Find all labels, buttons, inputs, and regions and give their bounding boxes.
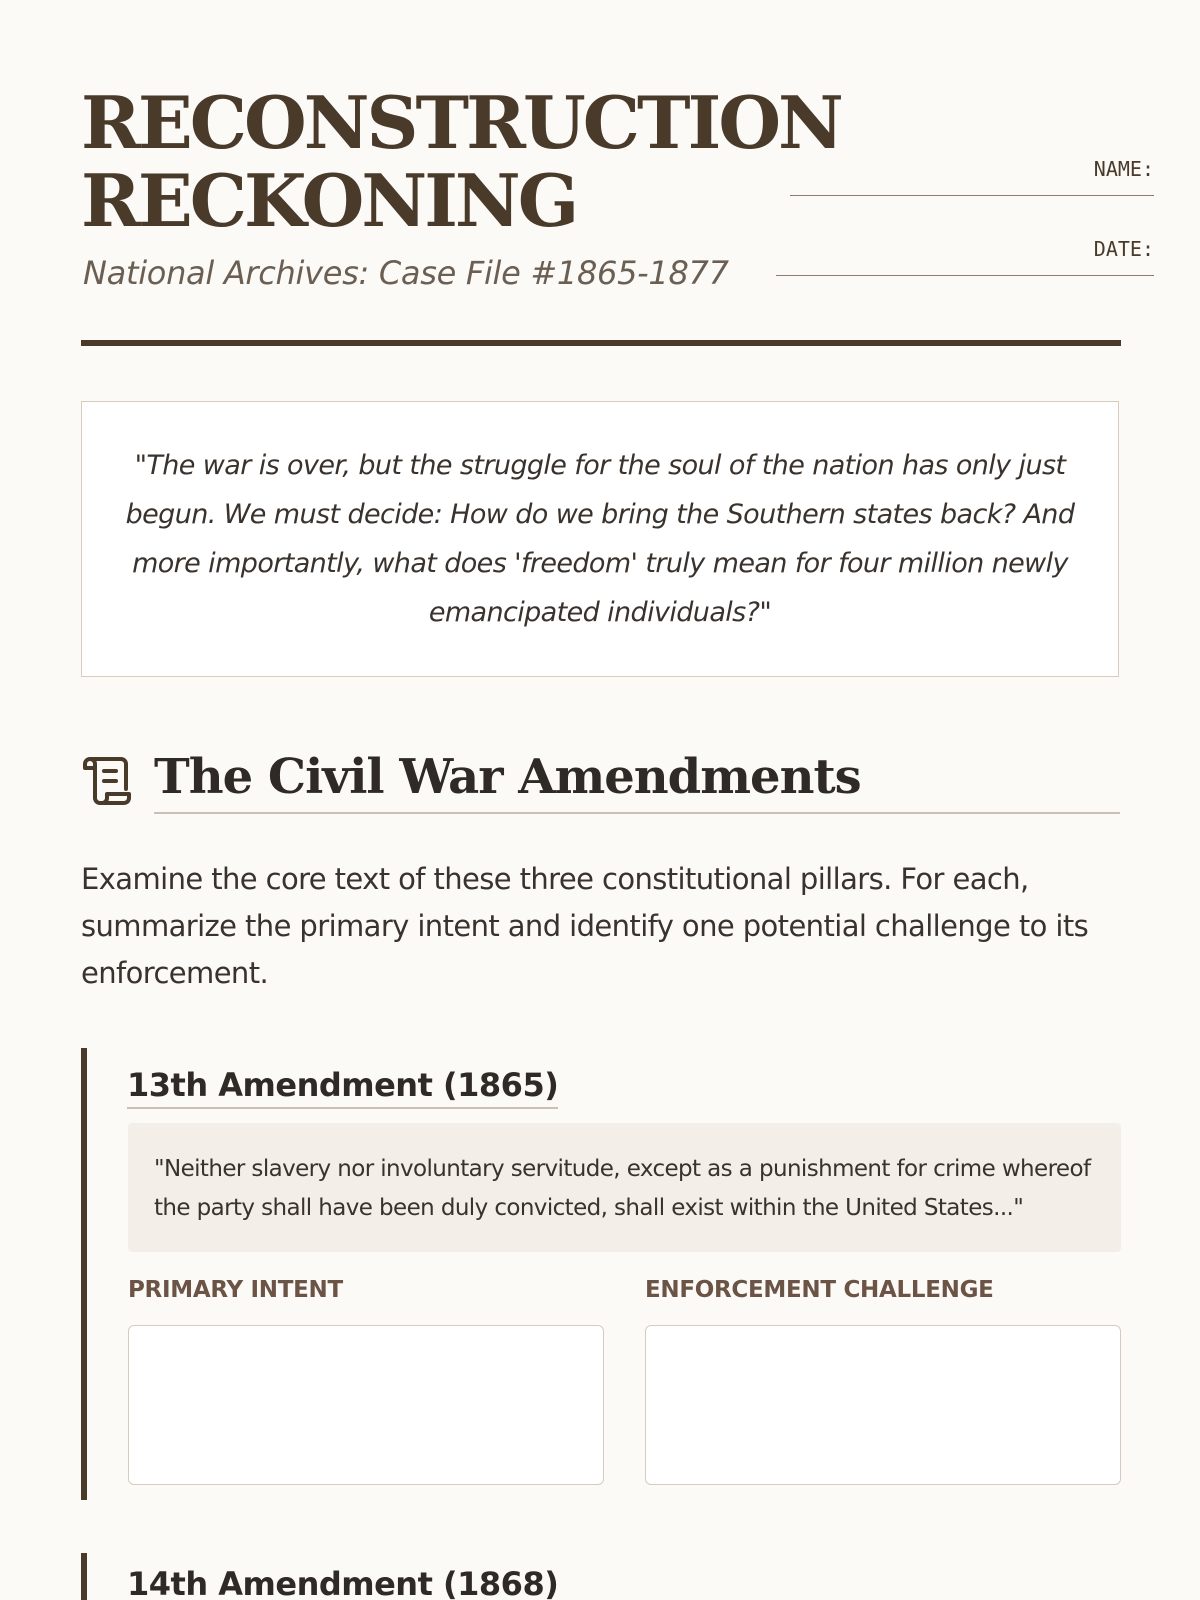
section-title: The Civil War Amendments: [154, 749, 861, 805]
date-field[interactable]: [776, 237, 1154, 276]
amendment-14-card: [81, 1553, 1121, 1600]
date-label: DATE:: [1093, 237, 1154, 261]
amendment-title: 14th Amendment (1868): [127, 1563, 558, 1600]
amendment-excerpt: "Neither slavery nor involuntary servitude, except as a punishment for crime whereof the party shall have been duly convicted, shall exist within the United States...": [128, 1123, 1121, 1252]
quote-text: "The war is over, but the struggle for the soul of the nation has only just begun. We must decide: How do we bring the Southern states back? And more importantly, what does 'freedom' truly mean for four million newly emancipated individuals?": [125, 450, 1075, 628]
header: [81, 80, 1154, 350]
amendment-13-card: [81, 1048, 1121, 1500]
amendment-title: 13th Amendment (1865): [127, 1064, 558, 1109]
section-underline: [154, 812, 1120, 814]
title-line-1: RECONSTRUCTION: [81, 80, 841, 165]
worksheet-title: [81, 80, 841, 243]
name-field[interactable]: [790, 157, 1154, 196]
scroll-icon: [81, 755, 133, 807]
date-line[interactable]: [776, 275, 1154, 276]
quote-box: [81, 401, 1119, 677]
name-line[interactable]: [790, 195, 1154, 196]
name-label: NAME:: [1093, 157, 1154, 181]
primary-intent-input[interactable]: [128, 1325, 604, 1485]
section-intro: Examine the core text of these three constitutional pillars. For each, summarize the primary intent and identify one potential challenge to its enforcement.: [81, 862, 1089, 990]
enforcement-challenge-input[interactable]: [645, 1325, 1121, 1485]
title-line-2: RECKONING: [81, 158, 577, 243]
primary-intent-label: PRIMARY INTENT: [128, 1277, 343, 1303]
enforcement-challenge-label: ENFORCEMENT CHALLENGE: [645, 1277, 994, 1303]
subtitle: National Archives: Case File #1865-1877: [83, 254, 729, 292]
header-divider: [81, 340, 1121, 346]
